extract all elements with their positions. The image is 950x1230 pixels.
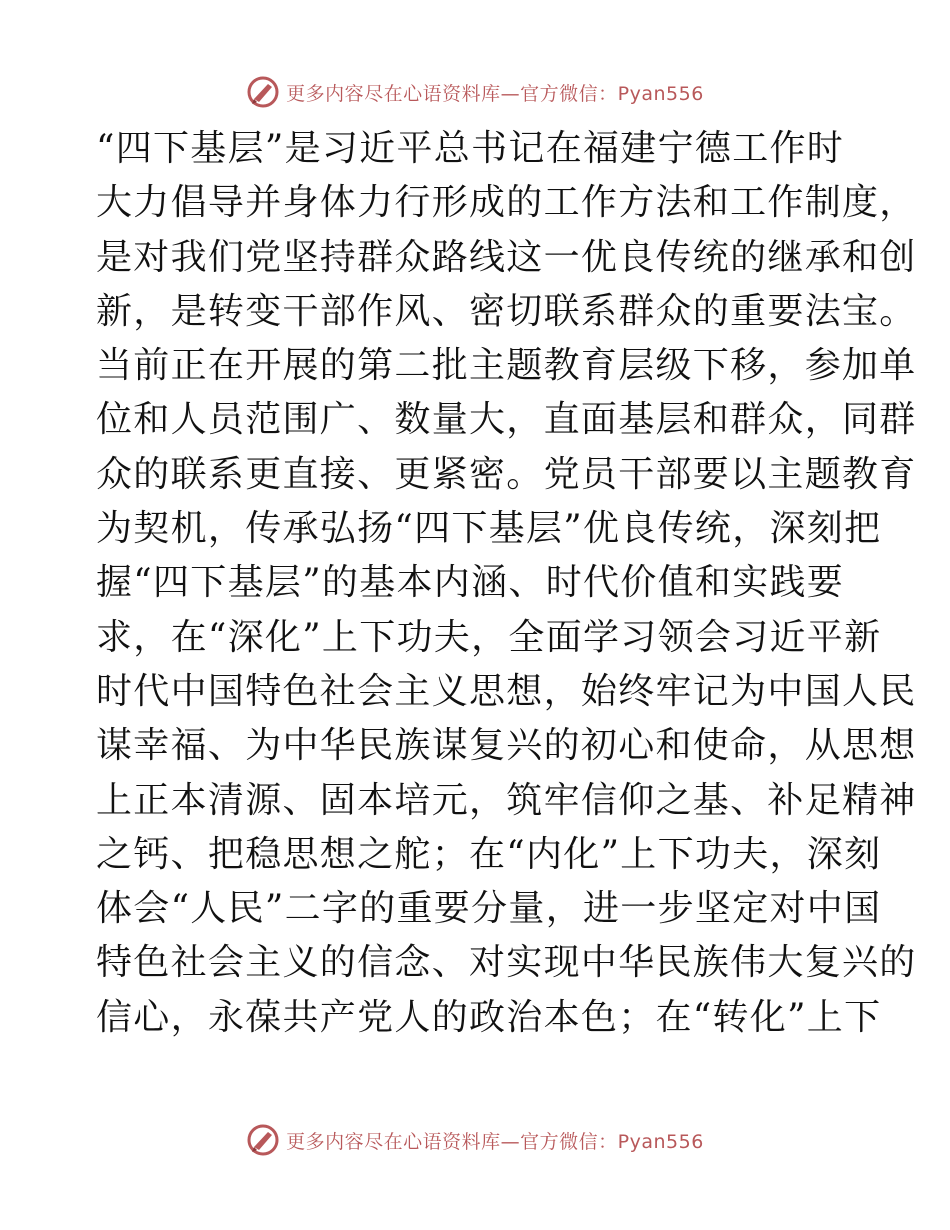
text-line: 谋幸福、为中华民族谋复兴的初心和使命，从思想 — [96, 725, 917, 767]
header-banner — [0, 72, 950, 112]
pen-quill-logo-icon — [246, 1123, 280, 1157]
text-line: 位和人员范围广、数量大，直面基层和群众，同群 — [96, 399, 917, 441]
document-body — [96, 122, 917, 1045]
text-line: 为契机，传承弘扬“四下基层”优良传统，深刻把 — [96, 508, 882, 550]
text-line: 特色社会主义的信念、对实现中华民族伟大复兴的 — [96, 942, 917, 984]
text-line: 新，是转变干部作风、密切联系群众的重要法宝。 — [96, 290, 917, 332]
text-line: 是对我们党坚持群众路线这一优良传统的继承和创 — [96, 236, 917, 278]
pen-quill-logo-icon — [246, 75, 280, 109]
footer-banner-text: 更多内容尽在心语资料库—官方微信：Pyan556 — [286, 1130, 704, 1153]
text-line: “四下基层”是习近平总书记在福建宁德工作时 — [96, 128, 845, 169]
text-line: 之钙、把稳思想之舵；在“内化”上下功夫，深刻 — [96, 833, 882, 875]
text-line: 握“四下基层”的基本内涵、时代价值和实践要 — [96, 562, 845, 604]
text-line: 体会“人民”二字的重要分量，进一步坚定对中国 — [96, 888, 882, 930]
text-line: 求，在“深化”上下功夫，全面学习领会习近平新 — [96, 616, 882, 658]
text-line: 当前正在开展的第二批主题教育层级下移，参加单 — [96, 345, 917, 387]
text-line: 时代中国特色社会主义思想，始终牢记为中国人民 — [96, 670, 917, 712]
header-banner-text: 更多内容尽在心语资料库—官方微信：Pyan556 — [286, 82, 704, 105]
text-line: 众的联系更直接、更紧密。党员干部要以主题教育 — [96, 453, 917, 495]
text-line: 上正本清源、固本培元，筑牢信仰之基、补足精神 — [96, 779, 917, 821]
text-line: 大力倡导并身体力行形成的工作方法和工作制度， — [96, 182, 917, 224]
footer-banner — [0, 1120, 950, 1160]
text-line: 信心，永葆共产党人的政治本色；在“转化”上下 — [96, 996, 882, 1038]
